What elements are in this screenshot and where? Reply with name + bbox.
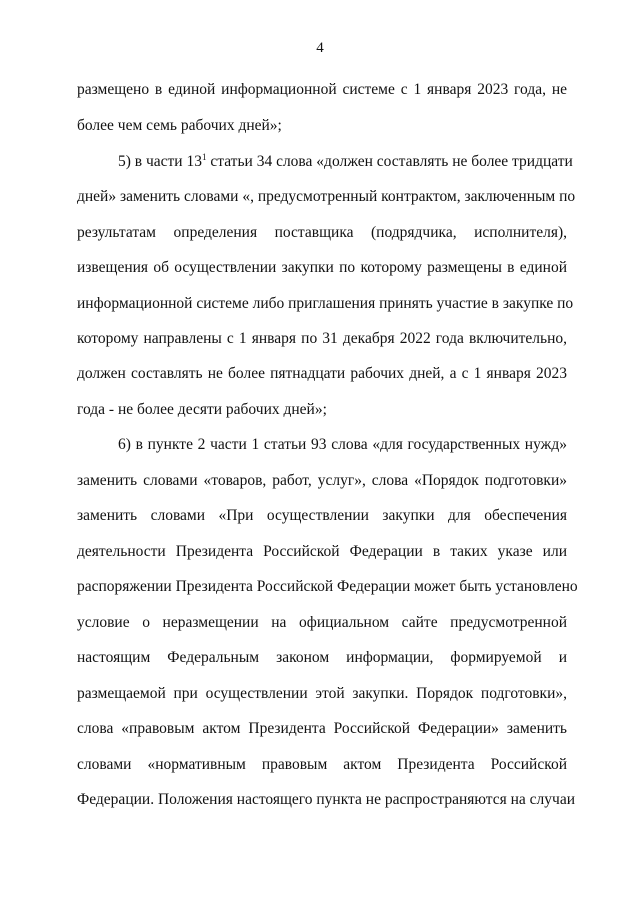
text-line: деятельности Президента Российской Федерации в таких указе или [77, 543, 567, 560]
text-line: должен составлять не более пятнадцати рабочих дней, а с 1 января 2023 [77, 365, 567, 382]
text-line: размещаемой при осуществлении этой закупки. Порядок подготовки», [77, 685, 567, 702]
text-line: более чем семь рабочих дней»; [77, 117, 282, 134]
text-line: словами «нормативным правовым актом Президента Российской [77, 756, 567, 773]
paragraph-5-first-line [118, 152, 573, 172]
text-line: которому направлены с 1 января по 31 декабря 2022 года включительно, [77, 330, 567, 347]
superscript: 1 [201, 152, 207, 162]
text-fragment: 5) в части 13 [118, 153, 202, 170]
text-fragment: статьи 34 слова «должен составлять не более тридцати [206, 153, 573, 170]
text-line: заменить словами «товаров, работ, услуг», слова «Порядок подготовки» [77, 472, 567, 489]
text-line: извещения об осуществлении закупки по которому размещены в единой [77, 259, 567, 276]
text-line: слова «правовым актом Президента Российской Федерации» заменить [77, 720, 567, 737]
text-line: распоряжении Президента Российской Федерации может быть установлено [77, 578, 578, 595]
text-line: заменить словами «При осуществлении закупки для обеспечения [77, 507, 567, 524]
text-line: настоящим Федеральным законом информации, формируемой и [77, 649, 567, 666]
text-line: Федерации. Положения настоящего пункта не распространяются на случаи [77, 791, 576, 808]
page-number: 4 [316, 40, 324, 56]
text-line: условие о неразмещении на официальном сайте предусмотренной [77, 614, 567, 631]
text-line: дней» заменить словами «, предусмотренный контрактом, заключенным по [77, 188, 576, 205]
text-line: информационной системе либо приглашения принять участие в закупке по [77, 295, 574, 312]
text-line: года - не более десяти рабочих дней»; [77, 401, 327, 418]
text-line: результатам определения поставщика (подрядчика, исполнителя), [77, 224, 567, 241]
text-line: 6) в пункте 2 части 1 статьи 93 слова «для государственных нужд» [118, 436, 567, 453]
text-line: размещено в единой информационной системе с 1 января 2023 года, не [77, 81, 567, 98]
